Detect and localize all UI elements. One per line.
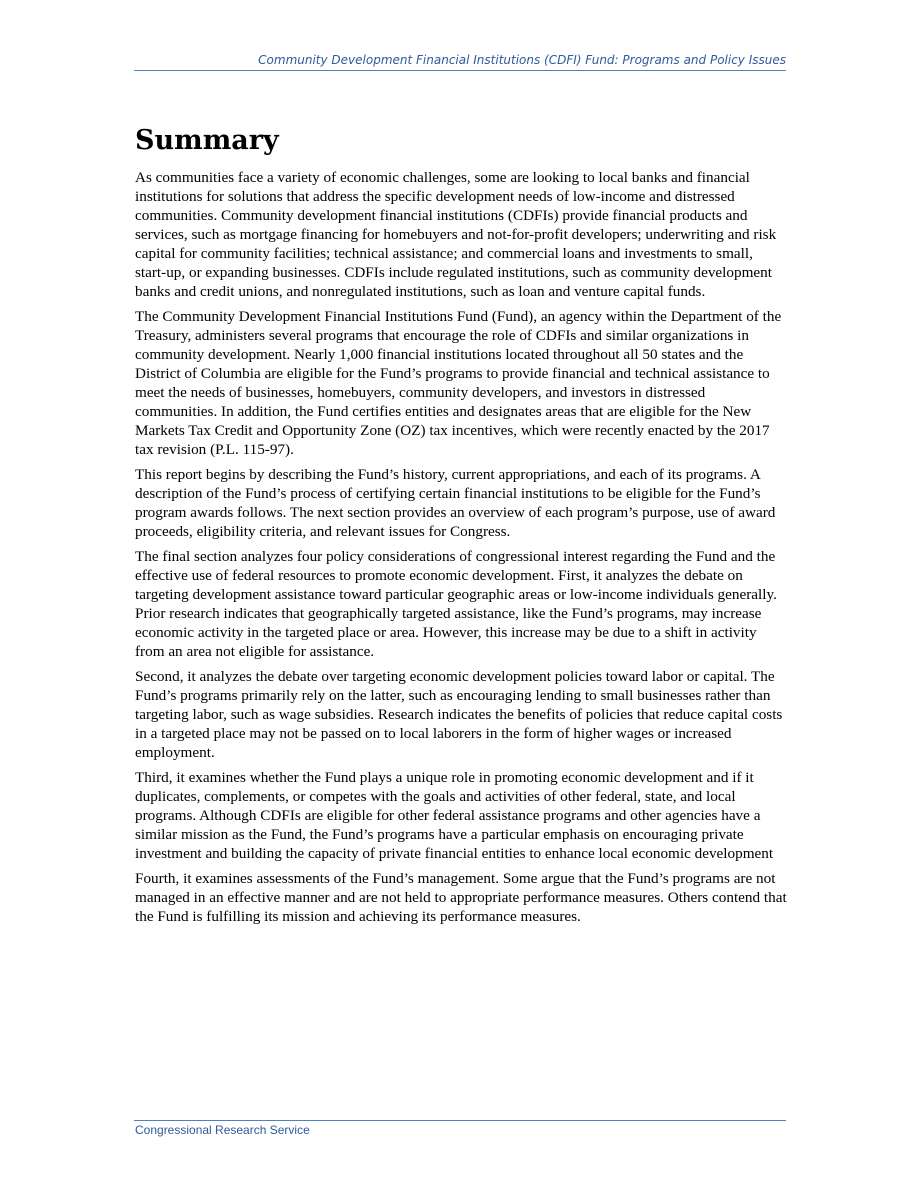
footer-source: Congressional Research Service [135, 1123, 310, 1137]
summary-paragraph: This report begins by describing the Fund’s history, current appropriations, and each of its programs. A description of the Fund’s process of certifying certain financial institutions to be eligible for the Fund’s program awards follows. The next section provides an overview of each program’s purpose, use of award proceeds, eligibility criteria, and relevant issues for Congress. [135, 466, 776, 540]
summary-paragraph: As communities face a variety of economic challenges, some are looking to local banks and financial institutions for solutions that address the specific development needs of low-income and distressed communities. Community development financial institutions (CDFIs) provide financial products and services, such as mortgage financing for homebuyers and not-for-profit developers; underwriting and risk capital for community facilities; technical assistance; and commercial loans and investments to small, start-up, or expanding businesses. CDFIs include regulated institutions, such as community development banks and credit unions, and nonregulated institutions, such as loan and venture capital funds. [135, 169, 777, 300]
running-header: Community Development Financial Institutions (CDFI) Fund: Programs and Policy Issues [134, 53, 786, 71]
summary-body [135, 168, 787, 932]
footer-divider [134, 1120, 786, 1121]
summary-paragraph: Third, it examines whether the Fund plays a unique role in promoting economic development and if it duplicates, complements, or competes with the goals and activities of other federal, state, and local programs. Although CDFIs are eligible for other federal assistance programs and other agencies have a similar mission as the Fund, the Fund’s programs have a particular emphasis on encouraging private investment and building the capacity of private financial entities to enhance local economic development [135, 769, 774, 862]
summary-paragraph: The final section analyzes four policy considerations of congressional interest regarding the Fund and the effective use of federal resources to promote economic development. First, it analyzes the debate on targeting development assistance toward particular geographic areas or low-income individuals generally. Prior research indicates that geographically targeted assistance, like the Fund’s programs, may increase economic activity in the targeted place or area. However, this increase may be due to a shift in activity from an area not eligible for assistance. [135, 548, 777, 660]
summary-paragraph: Second, it analyzes the debate over targeting economic development policies toward labor or capital. The Fund’s programs primarily rely on the latter, such as encouraging lending to small businesses rather than targeting labor, such as wage subsidies. Research indicates the benefits of policies that reduce capital costs in a targeted place may not be passed on to local laborers in the form of higher wages or increased employment. [135, 668, 783, 761]
summary-paragraph: Fourth, it examines assessments of the Fund’s management. Some argue that the Fund’s programs are not managed in an effective manner and are not held to appropriate performance measures. Others contend that the Fund is fulfilling its mission and achieving its performance measures. [135, 870, 787, 925]
page-title: Summary [135, 125, 279, 156]
summary-paragraph: The Community Development Financial Institutions Fund (Fund), an agency within the Department of the Treasury, administers several programs that encourage the role of CDFIs and similar organizations in community development. Nearly 1,000 financial institutions located throughout all 50 states and the District of Columbia are eligible for the Fund’s programs to provide financial and technical assistance to meet the needs of businesses, homebuyers, community developers, and investors in distressed communities. In addition, the Fund certifies entities and designates areas that are eligible for the New Markets Tax Credit and Opportunity Zone (OZ) tax incentives, which were recently enacted by the 2017 tax revision (P.L. 115-97). [135, 308, 782, 458]
